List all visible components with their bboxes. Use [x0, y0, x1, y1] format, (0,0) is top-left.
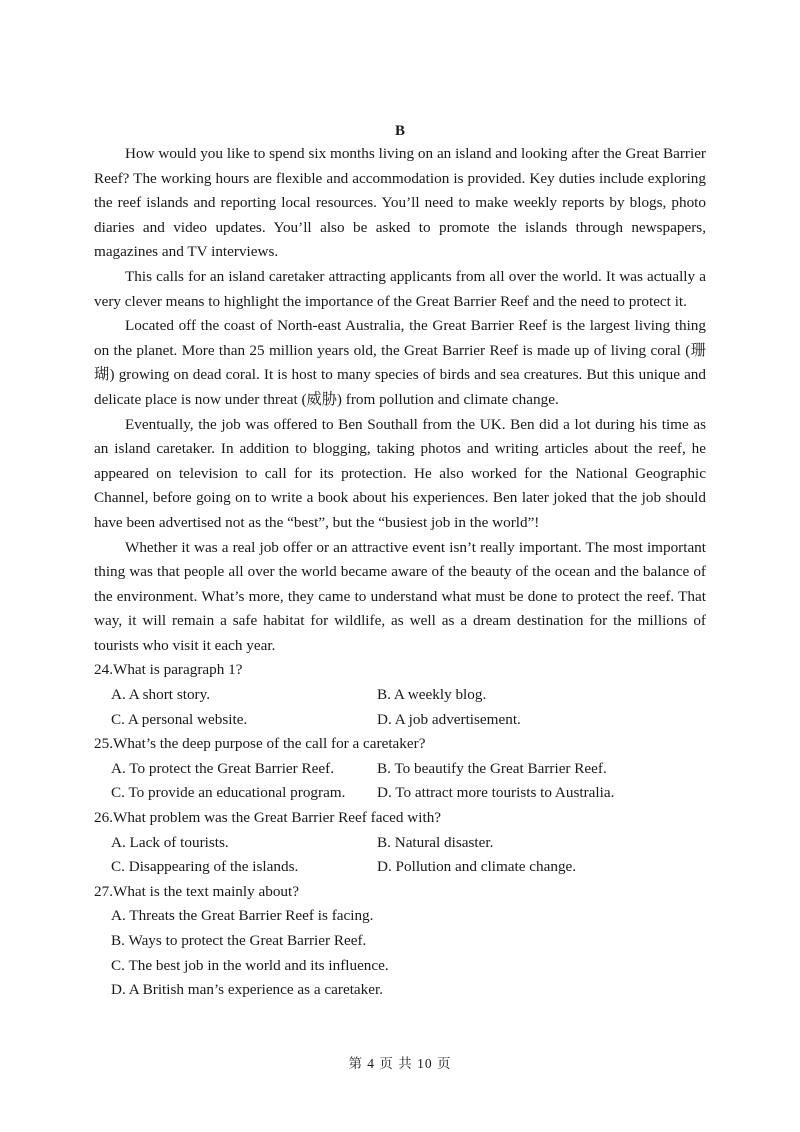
question-stem: 24.What is paragraph 1? [94, 661, 243, 679]
option-row [94, 855, 706, 880]
option-b: B. Natural disaster. [377, 833, 494, 851]
section-label: B [394, 123, 405, 139]
question-stem: 25.What’s the deep purpose of the call for a caretaker? [94, 735, 426, 753]
option-c: C. A personal website. [111, 710, 248, 728]
option-row [94, 831, 706, 856]
option-row [94, 683, 706, 708]
option-row [94, 757, 706, 782]
option-a: A. To protect the Great Barrier Reef. [111, 759, 334, 777]
option-c: C. To provide an educational program. [111, 784, 346, 802]
exam-page [94, 120, 706, 1003]
passage-paragraph-5: Whether it was a real job offer or an attractive event isn’t really important. The most important thing was that people all over the world became aware of the beauty of the ocean and the balance of the environment. What’s more, they came to understand what must be done to protect the reef. That way, it will remain a safe habitat for wildlife, as well as a dream destination for the millions of tourists who visit it each year. [94, 538, 706, 654]
page-footer: 第 4 页 共 10 页 [348, 1056, 452, 1071]
option-d: D. A British man’s experience as a caretaker. [111, 981, 384, 999]
question-26 [94, 806, 706, 880]
option-b: B. To beautify the Great Barrier Reef. [377, 759, 607, 777]
option-a: A. Threats the Great Barrier Reef is facing. [111, 907, 374, 925]
option-b: B. A weekly blog. [377, 686, 487, 704]
passage-paragraph-4: Eventually, the job was offered to Ben Southall from the UK. Ben did a lot during his time as an island caretaker. In addition to blogging, taking photos and writing articles about the reef, he appeared on television to call for its protection. He also worked for the National Geographic Channel, before going on to write a book about his experiences. Ben later joked that the job should have been advertised not as the “best”, but the “busiest job in the world”! [94, 415, 706, 531]
question-stem: 27.What is the text mainly about? [94, 882, 299, 900]
passage [94, 142, 706, 658]
question-24 [94, 658, 706, 732]
option-a: A. Lack of tourists. [111, 833, 229, 851]
question-27 [94, 880, 706, 1003]
option-d: D. A job advertisement. [377, 710, 521, 728]
passage-paragraph-2: This calls for an island caretaker attracting applicants from all over the world. It was actually a very clever means to highlight the importance of the Great Barrier Reef and the need to protect it. [94, 267, 706, 310]
option-a: A. A short story. [111, 686, 211, 704]
option-b: B. Ways to protect the Great Barrier Reef. [111, 932, 367, 949]
option-d: D. Pollution and climate change. [377, 858, 577, 876]
question-25 [94, 732, 706, 806]
option-row [94, 781, 706, 806]
option-row [94, 708, 706, 733]
question-stem: 26.What problem was the Great Barrier Reef faced with? [94, 809, 442, 827]
passage-paragraph-3: Located off the coast of North-east Australia, the Great Barrier Reef is the largest living thing on the planet. More than 25 million years old, the Great Barrier Reef is made up of living coral (珊瑚) growing on dead coral. It is host to many species of birds and sea creatures. But this unique and delicate place is now under threat (威胁) from pollution and climate change. [94, 317, 706, 408]
option-c: C. Disappearing of the islands. [111, 858, 299, 876]
passage-paragraph-1: How would you like to spend six months living on an island and looking after the Great Barrier Reef? The working hours are flexible and accommodation is provided. Key duties include exploring the reef islands and reporting local resources. You’ll need to make weekly reports by blogs, photo diaries and video updates. You’ll also be asked to promote the islands through newspapers, magazines and TV interviews. [94, 145, 706, 261]
option-c: C. The best job in the world and its influence. [111, 956, 389, 974]
option-d: D. To attract more tourists to Australia. [377, 784, 615, 802]
